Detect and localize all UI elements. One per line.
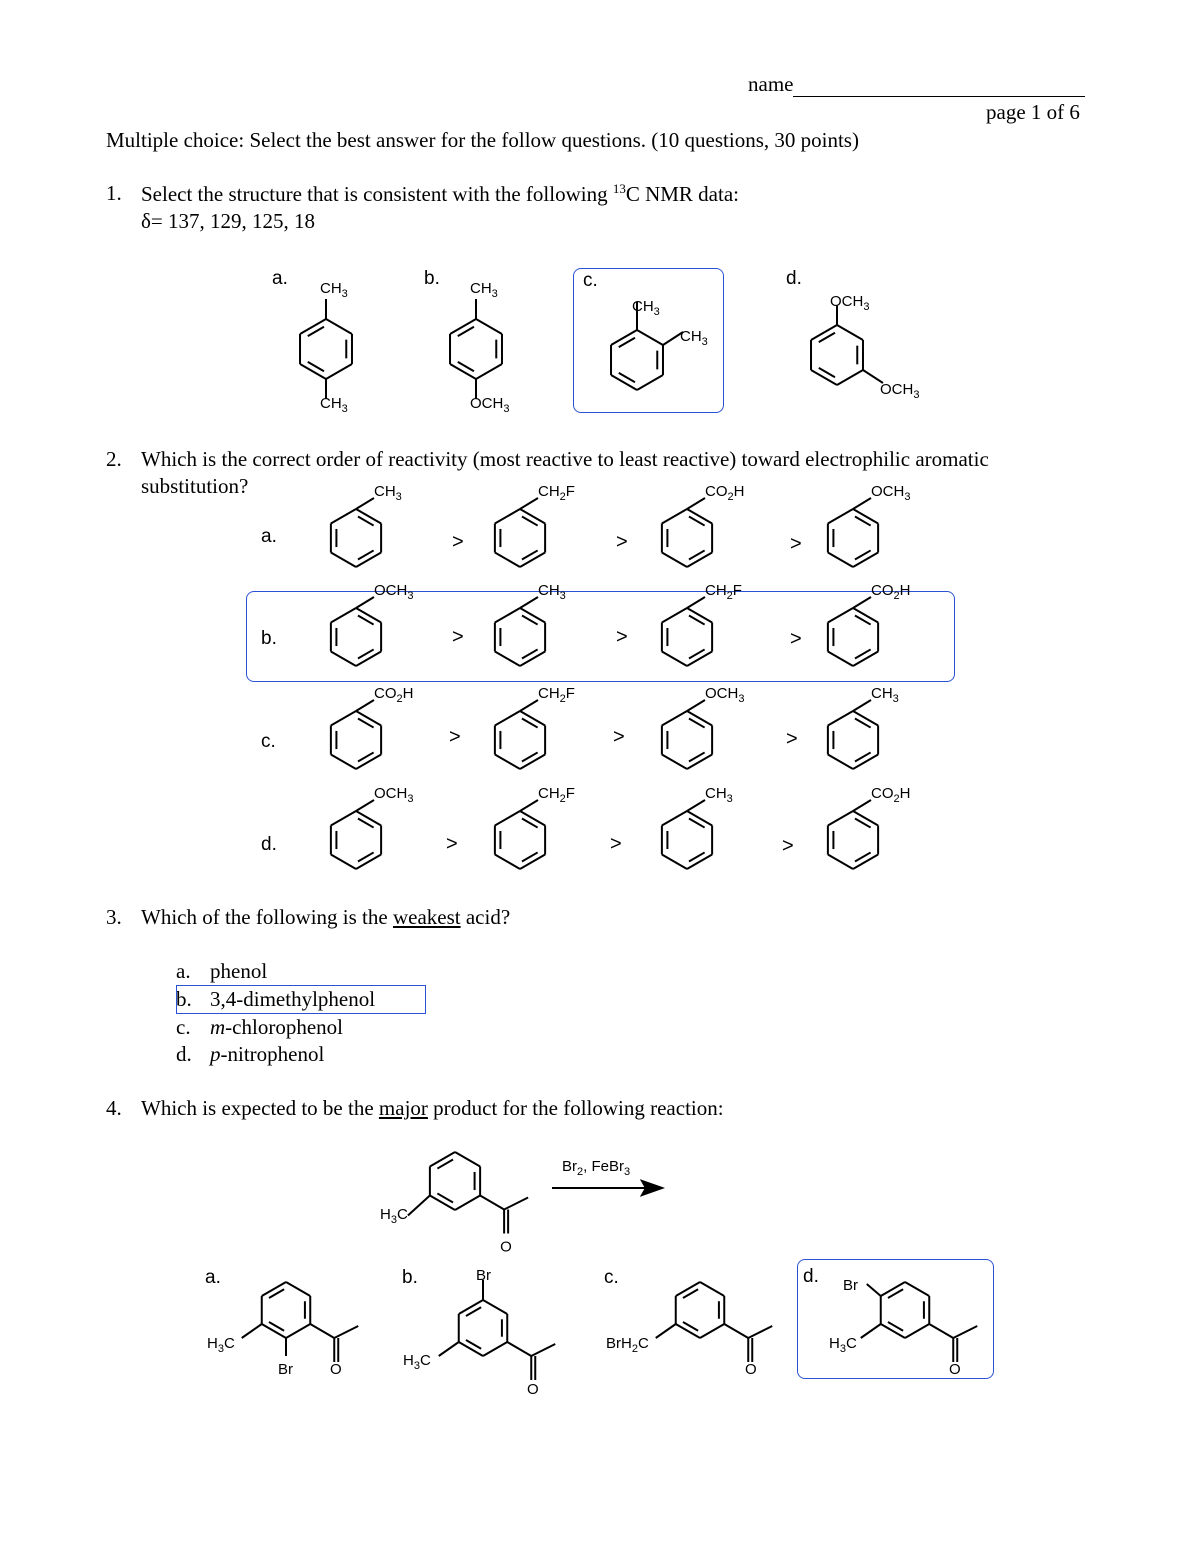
q1c-ring-bond <box>637 375 663 390</box>
q3-text-pre: Which of the following is the <box>141 905 393 929</box>
q2-row1-substituent-bond <box>356 597 374 608</box>
q4c-oxygen-label: O <box>745 1361 757 1378</box>
q4c-methyl-bond <box>748 1326 772 1338</box>
q2-row0-ring3-bond <box>853 509 878 524</box>
q1-option-c-letter: c. <box>583 270 598 291</box>
q2-row2-ring2-bond <box>687 711 712 726</box>
q4a-br-label: Br <box>278 1361 293 1378</box>
q2-row3-ring1-bond <box>495 855 520 870</box>
q4a-methyl-label: $H_3C$ <box>207 1335 235 1355</box>
q2-row0-ring0-bond <box>356 553 381 568</box>
q4-option-c-letter: c. <box>604 1267 619 1288</box>
q4b-methyl-label: $H_3C$ <box>403 1352 431 1372</box>
q4-option-b-letter: b. <box>402 1267 418 1288</box>
q4a-ring-bond <box>286 1282 310 1296</box>
q1-nmr-data: δ= 137, 129, 125, 18 <box>141 209 315 233</box>
q2-row2-ring0-bond <box>356 711 381 726</box>
q1a-ring-bond <box>300 364 326 379</box>
q4b-acyl-bond <box>507 1342 531 1356</box>
q2-row1-ring1-bond <box>495 652 520 667</box>
q4a-ring-bond <box>262 1282 286 1296</box>
q4-start-ring-bond <box>430 1196 455 1211</box>
q4b-methyl-bond <box>439 1342 459 1356</box>
q1a-ring-bond <box>326 364 352 379</box>
q1c-ring-bond <box>637 330 663 345</box>
q4c-ring-bond <box>700 1324 724 1338</box>
q4d-ring-bond <box>905 1324 929 1338</box>
q2-row0-label-1: $CH_2F$ <box>538 483 575 503</box>
instructions: Multiple choice: Select the best answer for the follow questions. (10 questions, 30 points) <box>106 128 859 152</box>
q4-reaction-arrowhead <box>642 1181 662 1195</box>
q2-row2-ring3-bond <box>828 711 853 726</box>
q2-row1-ring2-bond <box>662 608 687 623</box>
q2-row2-substituent-bond <box>520 700 538 711</box>
q2-row1-ring2-bond <box>687 608 712 623</box>
q3-number: 3. <box>106 905 122 929</box>
q2-row2-ring1-bond <box>495 711 520 726</box>
q1b-top-label: $CH_3$ <box>470 280 498 300</box>
q4b-ring-bond <box>483 1300 507 1314</box>
q4a-ring-bond <box>286 1324 310 1338</box>
q2-row2-substituent-bond <box>356 700 374 711</box>
q4d-ring-bond <box>881 1324 905 1338</box>
q1d-ring-bond <box>837 370 863 385</box>
q2-row3-label-2: $CH_3$ <box>705 785 733 805</box>
q2-row0-ring2-bond <box>662 509 687 524</box>
q4-start-ring-bond <box>455 1152 480 1167</box>
q1-text-post: C NMR data: <box>625 182 739 206</box>
q4d-oxygen-label: O <box>949 1361 961 1378</box>
q1d-label-1: $OCH_3$ <box>830 293 870 313</box>
q1-option-b-letter: b. <box>424 268 440 289</box>
q2-row2-substituent-bond <box>687 700 705 711</box>
q2-row3-substituent-bond <box>853 800 871 811</box>
q4b-oxygen-label: O <box>527 1381 539 1398</box>
q1c-ring-bond <box>611 330 637 345</box>
q2-text-line2: substitution? <box>141 474 249 498</box>
q2-row1-ring2-bond <box>662 652 687 667</box>
q1d-ring-bond <box>811 325 837 340</box>
q2-row2-ring1-bond <box>495 755 520 770</box>
page-label: page 1 of 6 <box>986 100 1080 124</box>
q2-row1-ring3-bond <box>853 608 878 623</box>
q1d-label-2: $OCH_3$ <box>880 381 920 401</box>
q2-row1-substituent-bond <box>520 597 538 608</box>
q2-row1-ring0-bond <box>356 652 381 667</box>
q2-row3-ring3-bond <box>828 811 853 826</box>
q2-row-a-gt-3: > <box>790 533 802 555</box>
q1-text-pre: Select the structure that is consistent with the following <box>141 182 613 206</box>
q2-row0-ring3-bond <box>853 553 878 568</box>
q2-row3-ring3-bond <box>853 855 878 870</box>
q2-row0-substituent-bond <box>356 498 374 509</box>
q2-row0-substituent-bond <box>520 498 538 509</box>
q4d-ring-bond <box>881 1282 905 1296</box>
q1b-ring-bond <box>450 319 476 334</box>
q2-row3-substituent-bond <box>687 800 705 811</box>
q1d-ring-bond <box>837 325 863 340</box>
q1-sup: 13 <box>612 181 626 196</box>
q2-row3-ring1-bond <box>520 811 545 826</box>
q2-row3-ring0-bond <box>331 811 356 826</box>
q4d-methyl-bond <box>953 1326 977 1338</box>
q4a-methyl-bond <box>242 1324 262 1338</box>
q2-row-b-gt-2: > <box>616 626 628 648</box>
q2-row0-ring0-bond <box>331 509 356 524</box>
q2-row2-ring3-bond <box>853 755 878 770</box>
q3-option-a-text: phenol <box>210 959 268 983</box>
q4d-ring-bond <box>905 1282 929 1296</box>
q2-row0-label-0: $CH_3$ <box>374 483 402 503</box>
q2-number: 2. <box>106 447 122 471</box>
q2-row3-ring0-bond <box>356 811 381 826</box>
q1c-label-1: $CH_3$ <box>632 298 660 318</box>
q2-row1-label-0: $OCH_3$ <box>374 582 414 602</box>
q2-row2-label-1: $CH_2F$ <box>538 685 575 705</box>
q3-option-c-text: -chlorophenol <box>225 1015 343 1039</box>
q2-row3-substituent-bond <box>520 800 538 811</box>
q2-row1-ring3-bond <box>828 652 853 667</box>
q2-row2-ring3-bond <box>853 711 878 726</box>
q4d-br-bond <box>867 1284 881 1296</box>
q2-row3-ring1-bond <box>520 855 545 870</box>
q2-row1-label-3: $CO_2H$ <box>871 582 911 602</box>
q2-row2-ring3-bond <box>828 755 853 770</box>
q4d-methyl-label: $H_3C$ <box>829 1335 857 1355</box>
q4-start-methyl-bond <box>504 1198 528 1210</box>
q2-row-d-gt-2: > <box>610 833 622 855</box>
q2-row2-label-3: $CH_3$ <box>871 685 899 705</box>
q4b-ring-bond <box>459 1342 483 1356</box>
q2-row1-label-1: $CH_3$ <box>538 582 566 602</box>
q3-option-d-italic: p <box>210 1042 221 1066</box>
q4-start-ring-bond <box>430 1152 455 1167</box>
q4c-ring-bond <box>676 1282 700 1296</box>
q2-row2-ring0-bond <box>356 755 381 770</box>
q1b-ring-bond <box>476 364 502 379</box>
q1-number: 1. <box>106 181 122 205</box>
q2-row-b-gt-3: > <box>790 628 802 650</box>
q4c-methyl-bond <box>656 1324 676 1338</box>
q3-option-b-text: 3,4-dimethylphenol <box>210 987 376 1011</box>
q2-row3-label-0: $OCH_3$ <box>374 785 414 805</box>
q2-row2-ring2-bond <box>662 755 687 770</box>
q1b-ring-bond <box>450 364 476 379</box>
q4a-acyl-bond <box>310 1324 334 1338</box>
q2-row1-substituent-bond <box>687 597 705 608</box>
q2-row-c-gt-2: > <box>613 726 625 748</box>
q3-text-post: acid? <box>460 905 511 929</box>
q4-text-post: product for the following reaction: <box>427 1096 724 1120</box>
q2-row0-ring0-bond <box>331 553 356 568</box>
q1a-ring-bond <box>300 319 326 334</box>
q4c-methyl-label: BrH$_2$C <box>606 1335 649 1355</box>
q2-row1-ring0-bond <box>331 608 356 623</box>
q2-text-line1: Which is the correct order of reactivity (most reactive to least reactive) toward electrophilic aromatic <box>141 447 989 471</box>
q2-row-c-letter: c. <box>261 731 276 752</box>
q2-row3-label-3: $CO_2H$ <box>871 785 911 805</box>
q2-row1-ring0-bond <box>356 608 381 623</box>
q3-option-c-letter: c. <box>176 1015 191 1039</box>
name-label: name <box>748 72 794 96</box>
q2-row3-ring3-bond <box>853 811 878 826</box>
q1b-ring-bond <box>476 319 502 334</box>
q3-option-d-text: -nitrophenol <box>220 1042 325 1066</box>
q2-row1-ring2-bond <box>687 652 712 667</box>
q2-row-d-gt-1: > <box>446 833 458 855</box>
q4d-acyl-bond <box>929 1324 953 1338</box>
q2-row2-ring2-bond <box>687 755 712 770</box>
q2-row1-ring1-bond <box>520 652 545 667</box>
q2-row0-substituent-bond <box>853 498 871 509</box>
q2-row3-ring2-bond <box>662 855 687 870</box>
q4b-ring-bond <box>483 1342 507 1356</box>
q4b-br-label: Br <box>476 1267 491 1284</box>
q4-option-a-letter: a. <box>205 1267 221 1288</box>
q2-row2-ring1-bond <box>520 711 545 726</box>
q1c-label-2: $CH_3$ <box>680 328 708 348</box>
q1a-ring-bond <box>326 319 352 334</box>
q2-row-a-letter: a. <box>261 526 277 547</box>
q2-row0-ring0-bond <box>356 509 381 524</box>
q2-row-c-gt-3: > <box>786 728 798 750</box>
q3-option-d-letter: d. <box>176 1042 192 1066</box>
q4-start-oxygen-label: O <box>500 1238 512 1256</box>
q2-row-b-gt-1: > <box>452 626 464 648</box>
q4a-ring-bond <box>262 1324 286 1338</box>
q2-row2-label-2: $OCH_3$ <box>705 685 745 705</box>
q4-start-ring-bond <box>455 1196 480 1211</box>
q2-row1-ring0-bond <box>331 652 356 667</box>
q2-row0-ring1-bond <box>520 509 545 524</box>
q4-number: 4. <box>106 1096 122 1120</box>
q2-row2-ring0-bond <box>331 755 356 770</box>
q4-start-methyl-label: $H_3C$ <box>380 1206 408 1226</box>
q2-row3-ring2-bond <box>662 811 687 826</box>
q4b-ring-bond <box>459 1300 483 1314</box>
q4-start-methyl-bond <box>408 1196 430 1216</box>
q2-row1-ring1-bond <box>495 608 520 623</box>
q3-option-b-letter: b. <box>176 987 192 1011</box>
q1d-ring-bond <box>811 370 837 385</box>
q4-text-pre: Which is expected to be the <box>141 1096 379 1120</box>
q4-option-d-letter: d. <box>803 1266 819 1287</box>
q4c-ring-bond <box>676 1324 700 1338</box>
q1-option-a-letter: a. <box>272 268 288 289</box>
q2-row1-label-2: $CH_2F$ <box>705 582 742 602</box>
q2-row0-ring2-bond <box>687 553 712 568</box>
q3-option-c-italic: m <box>210 1015 226 1039</box>
q4-start-acyl-bond <box>480 1196 504 1210</box>
q2-row2-ring0-bond <box>331 711 356 726</box>
q2-row0-ring2-bond <box>687 509 712 524</box>
q4b-methyl-bond <box>531 1344 555 1356</box>
q2-row3-label-1: $CH_2F$ <box>538 785 575 805</box>
q2-row2-ring2-bond <box>662 711 687 726</box>
q2-row0-ring1-bond <box>495 509 520 524</box>
q2-row-b-letter: b. <box>261 628 277 649</box>
q2-row-a-gt-2: > <box>616 531 628 553</box>
q2-row3-ring1-bond <box>495 811 520 826</box>
q4-text-emphasis: major <box>378 1096 428 1120</box>
q2-row1-substituent-bond <box>853 597 871 608</box>
q3-text-emphasis: weakest <box>392 905 461 929</box>
q2-row0-ring3-bond <box>828 553 853 568</box>
q4c-ring-bond <box>700 1282 724 1296</box>
q2-row3-ring2-bond <box>687 811 712 826</box>
q3-option-a-letter: a. <box>176 959 191 983</box>
q4a-oxygen-label: O <box>330 1361 342 1378</box>
q2-row3-ring3-bond <box>828 855 853 870</box>
q2-row0-ring1-bond <box>495 553 520 568</box>
q1a-top-label: $CH_3$ <box>320 280 348 300</box>
q2-row1-ring1-bond <box>520 608 545 623</box>
q2-row3-ring0-bond <box>356 855 381 870</box>
q1-option-d-letter: d. <box>786 268 802 289</box>
q1c-ring-bond <box>611 375 637 390</box>
q2-row-d-gt-3: > <box>782 835 794 857</box>
q1a-bottom-label: $CH_3$ <box>320 395 348 415</box>
q2-row3-ring0-bond <box>331 855 356 870</box>
q4c-acyl-bond <box>724 1324 748 1338</box>
q1b-bottom-label: $OCH_3$ <box>470 395 510 415</box>
q2-row0-ring3-bond <box>828 509 853 524</box>
q4-reagent-label: $Br_2$, FeBr$_3$ <box>562 1158 631 1178</box>
q2-row1-ring3-bond <box>828 608 853 623</box>
q2-row2-ring1-bond <box>520 755 545 770</box>
q2-row-a-gt-1: > <box>452 531 464 553</box>
q4a-methyl-bond <box>334 1326 358 1338</box>
q2-row2-substituent-bond <box>853 700 871 711</box>
q2-row3-substituent-bond <box>356 800 374 811</box>
q2-row3-ring2-bond <box>687 855 712 870</box>
q2-row0-ring2-bond <box>662 553 687 568</box>
q2-row-d-letter: d. <box>261 834 277 855</box>
q2-row0-label-2: $CO_2H$ <box>705 483 745 503</box>
q2-row-c-gt-1: > <box>449 726 461 748</box>
q4d-br-label: Br <box>843 1277 858 1294</box>
q2-row2-label-0: $CO_2H$ <box>374 685 414 705</box>
q4d-methyl-bond <box>861 1324 881 1338</box>
q2-row0-ring1-bond <box>520 553 545 568</box>
q2-row1-ring3-bond <box>853 652 878 667</box>
q2-row0-label-3: $OCH_3$ <box>871 483 911 503</box>
q2-row0-substituent-bond <box>687 498 705 509</box>
